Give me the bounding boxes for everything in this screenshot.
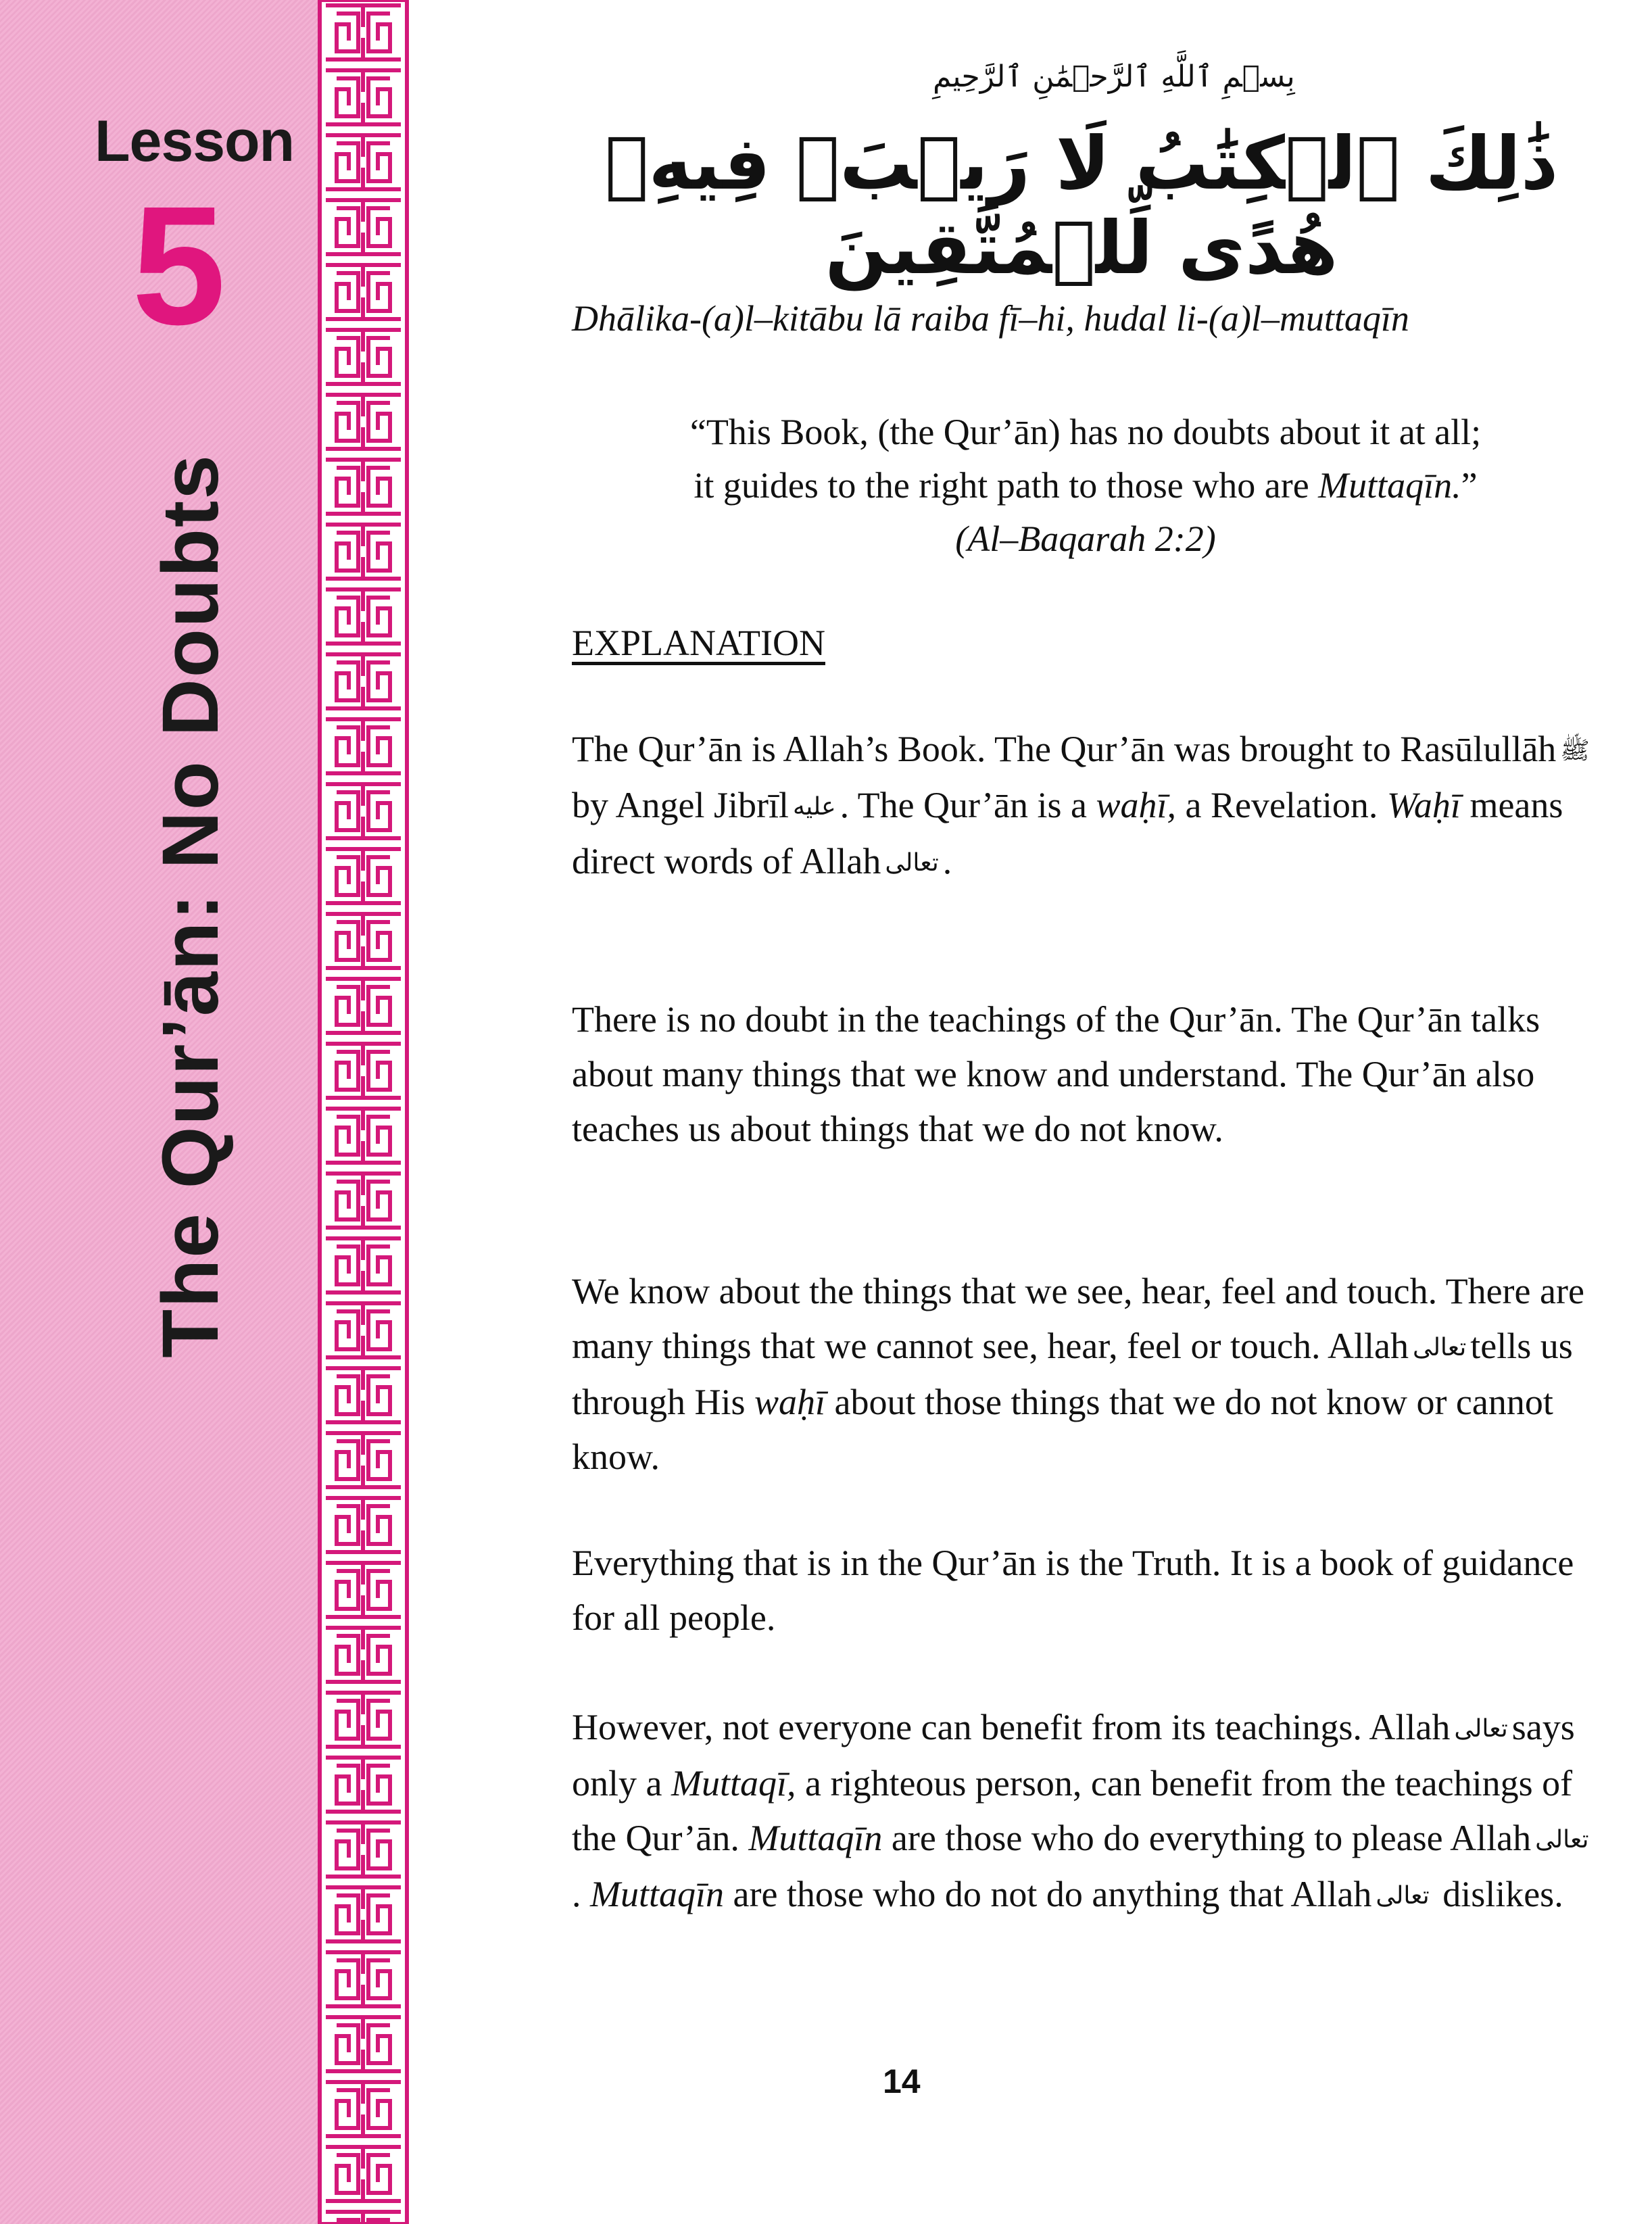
lesson-label: Lesson [95, 109, 295, 174]
allah-honorific-icon: تعالى [1412, 1334, 1467, 1361]
lesson-number: 5 [132, 171, 226, 360]
arabic-verse: ذَٰلِكَ ٱلۡكِتَٰبُ لَا رَيۡبَۛ فِيهِۛ هُدًى لِّلۡمُتَّقِينَ [604, 122, 1559, 291]
angel-honorific-icon: عليه [793, 793, 836, 821]
paragraph-2: There is no doubt in the teachings of the Qur’ān. The Qur’ān talks about many things that we know and understand. The Qur’ān also teaches us about things that we do not know. [572, 999, 1540, 1149]
paragraph-3: We know about the things that we see, hear, feel and touch. There are many things that we cannot see, hear, feel or touch. Allah تعالى tells us through His waḥī about those things that we do not know or cannot know. [572, 1271, 1584, 1477]
verse-reference: (Al–Baqarah 2:2) [955, 518, 1216, 559]
allah-honorific-icon: تعالى [885, 849, 939, 877]
lesson-sidebar [0, 0, 318, 2224]
allah-honorific-icon: تعالى [1376, 1882, 1430, 1910]
allah-honorific-icon: تعالى [1535, 1826, 1589, 1854]
paragraph-1: The Qur’ān is Allah’s Book. The Qur’ān was brought to Rasūlullāh ﷺby Angel Jibrīl عليه . The Qur’ān is a waḥī, a Revelation. Waḥī means direct words of Allah تعالى . [572, 722, 1599, 890]
page-number: 14 [883, 2062, 921, 2100]
explanation-heading: EXPLANATION [572, 623, 825, 663]
bismillah: بِسۡمِ ٱللَّهِ ٱلرَّحۡمَٰنِ ٱلرَّحِيمِ [933, 59, 1295, 94]
allah-honorific-icon: تعالى [1454, 1715, 1508, 1743]
lesson-title: The Qur’ān: No Doubts [146, 454, 235, 1358]
paragraph-5: However, not everyone can benefit from its teachings. Allah تعالى says only a Muttaqī, a righteous person, can benefit from the teachings of the Qur’ān. Muttaqīn are those who do everything to please Allah تعالى. Muttaqīn are those who do not do anything that Allah تعالى dislikes. [572, 1700, 1599, 1923]
translation [572, 406, 1599, 566]
translation-line-1: “This Book, (the Qur’ān) has no doubts about it at all; [689, 412, 1482, 452]
decorative-border [318, 0, 409, 2224]
translation-line-2: it guides to the right path to those who are Muttaqīn.” [694, 465, 1478, 506]
prophet-honorific-icon: ﷺ [1560, 737, 1590, 765]
transliteration: Dhālika-(a)l–kitābu lā raiba fī–hi, hudal li-(a)l–muttaqīn [572, 298, 1409, 339]
paragraph-4: Everything that is in the Qur’ān is the Truth. It is a book of guidance for all people. [572, 1543, 1574, 1638]
